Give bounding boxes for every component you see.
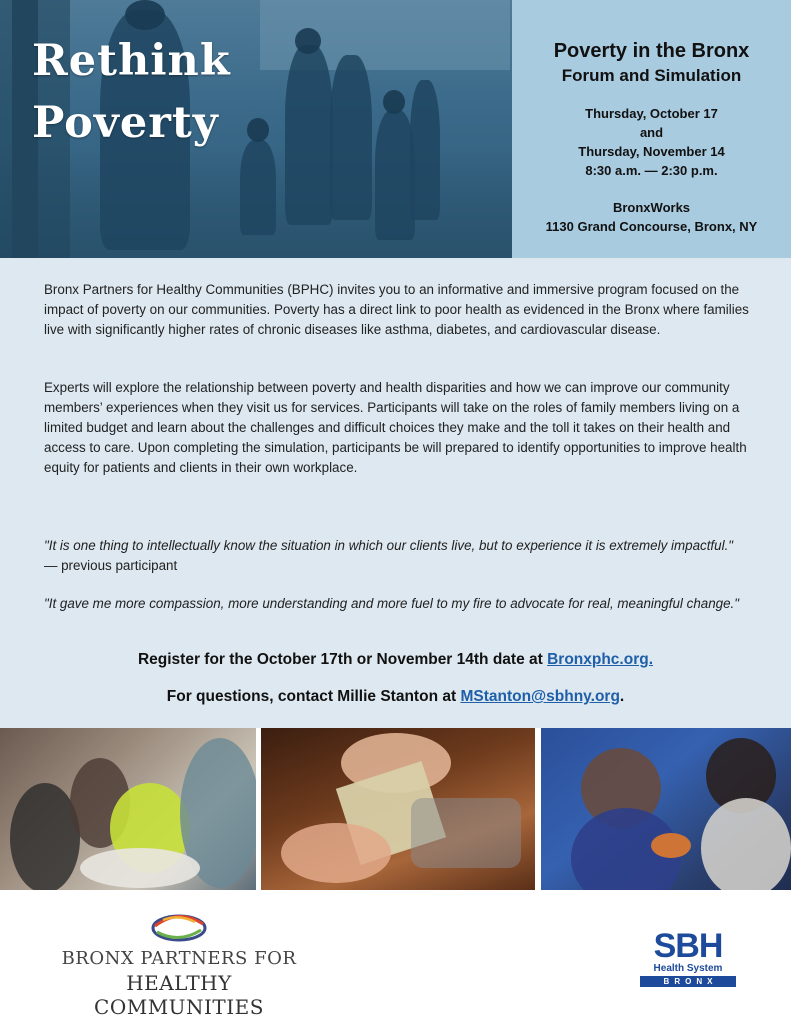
event-dates [512,104,791,180]
adult-figure [285,45,333,225]
child-figure [375,110,415,240]
event-venue [512,198,791,236]
contact-text: For questions, contact Millie Stanton at [166,688,461,705]
event-date-joiner: and [639,125,664,140]
plastic-pouch [411,798,521,868]
event-date-1: Thursday, October 17 [585,106,718,121]
event-title: Poverty in the Bronx [553,40,750,62]
testimonial-1-attribution: — previous participant [44,558,178,573]
adult-head [295,28,321,54]
hero-title-line1: Rethink [32,36,231,86]
hero-title [32,30,231,154]
contact-end: . [619,688,625,705]
bphc-name-line2: HEALTHY COMMUNITIES [94,971,264,1019]
body-panel [0,258,791,728]
photo-participants [541,728,791,890]
hero-title-line2: Poverty [32,98,219,148]
participant-figure [701,798,791,890]
testimonial-1-text: "It is one thing to intellectually know the situation in which our clients live, but to experience it is extremely impactful." [44,538,734,553]
photo-strip [0,728,791,890]
bphc-swirl-icon [149,910,209,946]
footer [0,890,791,1024]
venue-name: BronxWorks [612,200,691,215]
sbh-logo-subtitle: Health System [653,963,723,974]
adult-figure [410,80,440,220]
sbh-logo-letters: SBH [653,927,723,965]
testimonial-1 [44,536,749,576]
bphc-name-line1: BRONX PARTNERS FOR [61,948,297,969]
contact-email-link[interactable]: MStanton@sbhny.org [460,688,620,705]
hero-photo [0,0,512,258]
register-text: Register for the October 17th or November 14th date at [137,651,548,668]
pedestrian-head [125,0,165,30]
details-paragraph: Experts will explore the relationship between poverty and health disparities and how we can improve our community members’ experiences when they visit us for services. Participants will take on the roles of family members living on a limited budget and learn about the challenges and difficult choices they make and the toll it takes on their health and access to care. Upon completing the simulation, participants be will prepared to identify opportunities to improve health equity for patients and clients in their own workplace. [44,380,747,475]
bphc-logo [44,908,314,1018]
intro-paragraph: Bronx Partners for Healthy Communities (BPHC) invites you to an informative and immersive program focused on the impact of poverty on our communities. Poverty has a direct link to poor health as evidenced in the Bronx where families live with significantly higher rates of chronic diseases like asthma, diabetes, and cardiovascular disease. [44,282,749,337]
photo-group-workshop [0,728,256,890]
event-time: 8:30 a.m. — 2:30 p.m. [585,163,718,178]
child-head [383,90,405,114]
child-head [247,118,269,142]
photo-hands-cards [261,728,535,890]
event-info-box [512,0,791,258]
hand [281,823,391,883]
child-figure [240,140,276,235]
worksheet-papers [80,848,200,888]
venue-address: 1130 Grand Concourse, Bronx, NY [545,219,758,234]
sbh-logo [640,927,736,990]
sbh-logo-bronx: BRONX [640,976,736,987]
header [0,0,791,258]
testimonial-2-text: "It gave me more compassion, more understanding and more fuel to my fire to advocate for real, meaningful change." [44,596,740,611]
contact-line [0,688,791,706]
event-date-2: Thursday, November 14 [578,144,725,159]
register-line [0,651,791,669]
orange-card [651,833,691,858]
register-link[interactable]: Bronxphc.org. [547,651,654,668]
adult-figure [330,55,372,220]
event-subtitle: Forum and Simulation [561,66,742,85]
testimonial-2 [44,594,749,614]
